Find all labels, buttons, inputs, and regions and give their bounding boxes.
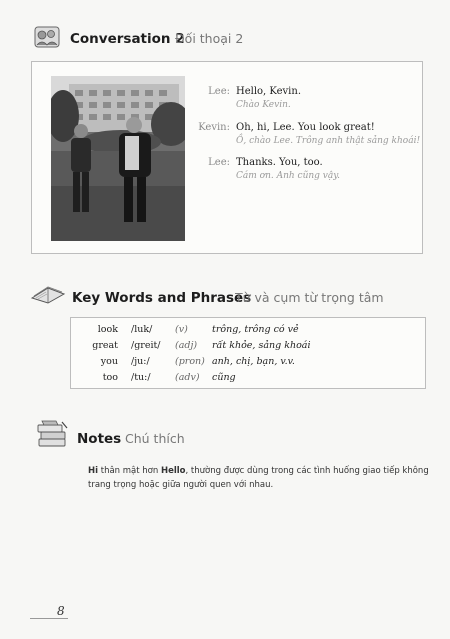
kw-word: great [92,340,118,351]
kw-meaning: anh, chị, bạn, v.v. [212,356,295,367]
kw-meaning: rất khỏe, sảng khoái [212,340,311,351]
kw-pos: (v) [175,324,188,335]
key-words-title: Key Words and Phrases [72,290,252,306]
kw-word: look [97,324,118,335]
kw-ipa: /ju:/ [131,356,150,367]
speaker-label: Lee: [208,86,230,97]
notes-subtitle: Chú thích [125,431,185,446]
conversation-photo [51,76,185,241]
book-icon [30,284,66,304]
dialogue-line-vi: Chào Kevin. [236,100,291,110]
kw-ipa: /greit/ [131,340,161,351]
kw-ipa: /tu:/ [131,372,151,383]
kw-meaning: cũng [212,372,236,383]
conversation-title: Conversation 2 [70,31,185,47]
kw-ipa: /luk/ [131,324,153,335]
kw-word: you [100,356,118,367]
dialogue-line-en: Oh, hi, Lee. You look great! [236,122,375,133]
dialogue-line-en: Hello, Kevin. [236,86,301,97]
dialogue-line-vi: Ồ, chào Lee. Trông anh thật sảng khoái! [236,136,421,146]
note-line-1 [88,466,429,476]
conversation-subtitle: Đối thoại 2 [175,31,244,46]
speaker-label: Lee: [208,157,230,168]
kw-meaning: trông, trông có vẻ [212,324,299,335]
dialogue-line-en: Thanks. You, too. [236,157,323,168]
note-term-hi: Hi [88,466,99,476]
note-text-part: , thường được dùng trong các tình huống giao tiếp không [185,466,429,476]
page-number: 8 [57,604,65,618]
sketch-icon [34,26,60,48]
kw-pos: (adj) [175,340,198,351]
books-stack-icon [36,419,70,449]
speaker-label: Kevin: [198,122,230,133]
kw-pos: (adv) [175,372,200,383]
kw-pos: (pron) [175,356,205,367]
note-line-2: trang trọng hoặc giữa người quen với nhau. [88,480,274,490]
note-text-part: thân mật hơn [98,466,161,476]
page-number-rule [30,618,68,619]
key-words-subtitle: Từ và cụm từ trọng tâm [235,290,384,305]
dialogue-line-vi: Cám ơn. Anh cũng vậy. [236,171,340,181]
notes-title: Notes [77,431,122,447]
kw-word: too [102,372,118,383]
note-term-hello: Hello [160,466,186,476]
